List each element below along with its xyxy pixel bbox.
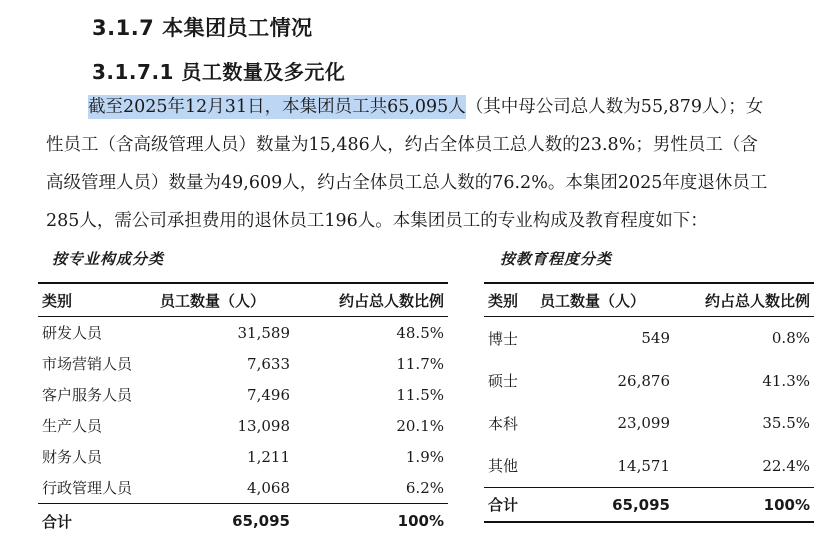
- profession-table-caption: 按专业构成分类: [52, 250, 165, 268]
- category-cell: 客户服务人员: [42, 386, 133, 404]
- column-header-count: 员工数量（人）: [536, 283, 674, 317]
- paragraph-line-2: 性员工（含高级管理人员）数量为15,486人，约占全体员工总人数的23.8%；男性员工（含: [46, 135, 758, 155]
- total-row: [484, 488, 814, 523]
- count-cell: 31,589: [237, 323, 290, 342]
- category-cell: 市场营销人员: [42, 355, 133, 373]
- table-row: [484, 402, 814, 445]
- table-row: [484, 360, 814, 403]
- total-count: 65,095: [536, 488, 674, 523]
- count-cell: 13,098: [237, 416, 290, 435]
- ratio-cell: 41.3%: [762, 371, 810, 390]
- paragraph-line-1-rest: （其中母公司总人数为55,879人）；女: [465, 97, 764, 117]
- table-row: [484, 317, 814, 360]
- category-cell: 生产人员: [42, 417, 103, 435]
- ratio-cell: 6.2%: [405, 478, 444, 497]
- table-header-row: [38, 283, 448, 317]
- ratio-cell: 20.1%: [396, 416, 444, 435]
- education-table-caption: 按教育程度分类: [500, 250, 613, 268]
- ratio-cell: 1.9%: [405, 447, 444, 466]
- table-row: [38, 317, 448, 349]
- ratio-cell: 22.4%: [762, 456, 810, 475]
- category-cell: 财务人员: [42, 448, 103, 466]
- education-table: [484, 282, 814, 523]
- count-cell: 14,571: [617, 456, 670, 475]
- count-cell: 7,496: [247, 385, 290, 404]
- count-cell: 1,211: [247, 447, 290, 466]
- category-cell: 其他: [488, 457, 519, 476]
- table-row: [38, 379, 448, 410]
- count-cell: 549: [641, 329, 670, 348]
- column-header-ratio: 约占总人数比例: [674, 283, 814, 317]
- total-label: 合计: [484, 488, 536, 523]
- paragraph-line-1: [88, 88, 838, 126]
- category-cell: 本科: [488, 414, 519, 433]
- table-row: [38, 348, 448, 379]
- total-label: 合计: [38, 504, 156, 536]
- category-cell: 研发人员: [42, 324, 103, 342]
- total-ratio: 100%: [294, 504, 448, 536]
- total-count: 65,095: [156, 504, 294, 536]
- column-header-count: 员工数量（人）: [156, 283, 294, 317]
- count-cell: 4,068: [247, 478, 290, 497]
- count-cell: 23,099: [617, 414, 670, 433]
- category-cell: 行政管理人员: [42, 479, 133, 497]
- paragraph-line-3: 高级管理人员）数量为49,609人，约占全体员工总人数的76.2%。本集团2025年度退休员工: [46, 173, 768, 193]
- highlighted-text[interactable]: 截至2025年12月31日，本集团员工共65,095人: [88, 97, 466, 117]
- profession-table: [38, 282, 448, 536]
- ratio-cell: 0.8%: [771, 329, 810, 348]
- total-row: [38, 504, 448, 536]
- ratio-cell: 11.5%: [396, 385, 444, 404]
- table-row: [38, 472, 448, 504]
- table-header-row: [484, 283, 814, 317]
- total-ratio: 100%: [674, 488, 814, 523]
- category-cell: 硕士: [488, 372, 519, 391]
- table-row: [484, 445, 814, 488]
- subsection-heading: 3.1.7.1 员工数量及多元化: [92, 60, 346, 84]
- section-heading: 3.1.7 本集团员工情况: [92, 16, 313, 40]
- column-header-category: 类别: [484, 283, 536, 317]
- ratio-cell: 48.5%: [396, 323, 444, 342]
- paragraph-line-4: 285人，需公司承担费用的退休员工196人。本集团员工的专业构成及教育程度如下：: [46, 211, 708, 231]
- ratio-cell: 11.7%: [396, 354, 444, 373]
- count-cell: 7,633: [247, 354, 290, 373]
- column-header-ratio: 约占总人数比例: [294, 283, 448, 317]
- ratio-cell: 35.5%: [762, 414, 810, 433]
- column-header-category: 类别: [38, 283, 156, 317]
- table-row: [38, 441, 448, 472]
- category-cell: 博士: [488, 329, 519, 348]
- count-cell: 26,876: [617, 371, 670, 390]
- table-row: [38, 410, 448, 441]
